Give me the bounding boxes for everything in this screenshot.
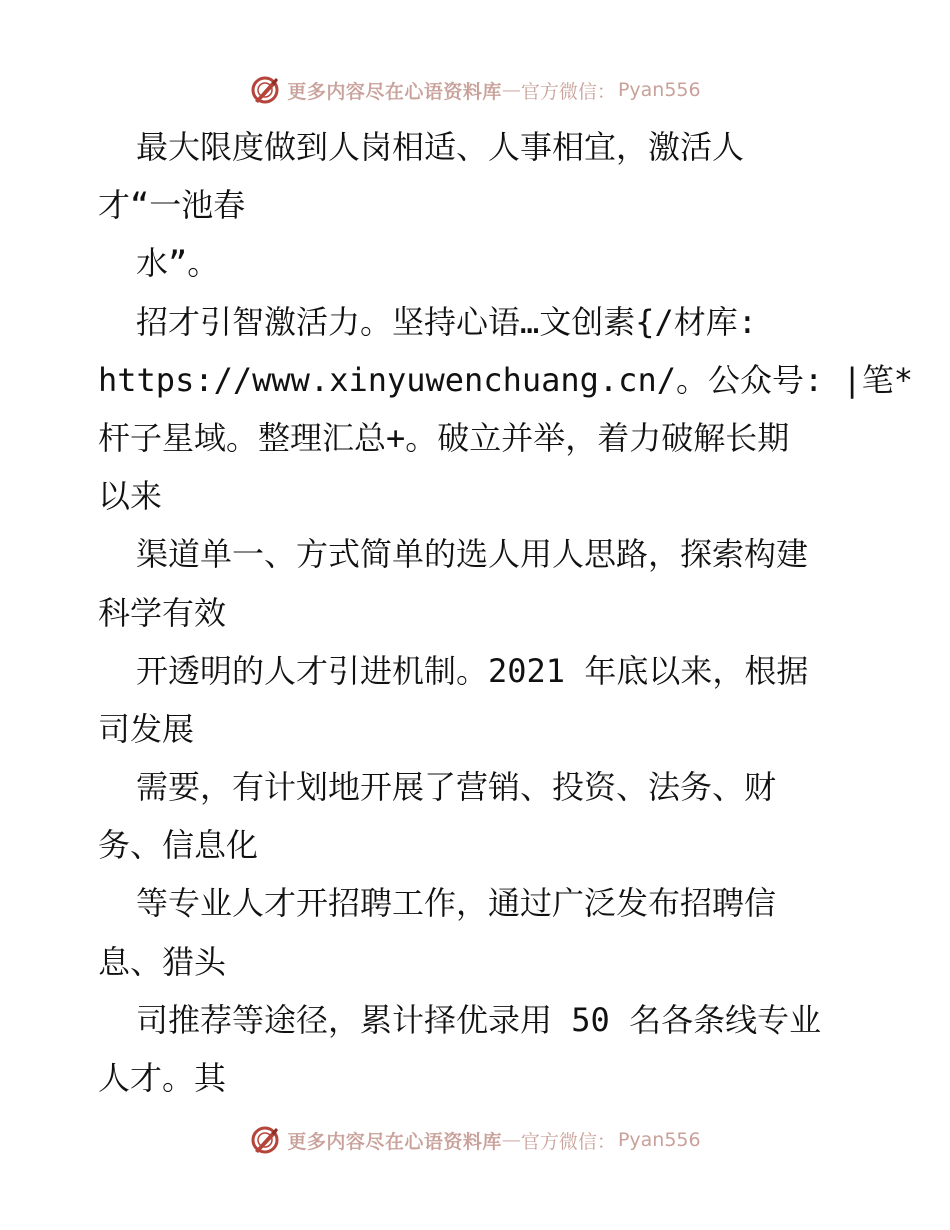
text-line: 渠道单一、方式简单的选人用人思路，探索构建 (136, 535, 809, 574)
watermark-wechat-id: Pyan556 (617, 79, 701, 101)
text-line: 最大限度做到人岗相适、人事相宜，激活人 (136, 128, 745, 166)
text-line: 息、猎头 (98, 942, 227, 981)
text-line: 招才引智激活力。坚持心语…文创素{/材库: (136, 302, 758, 341)
text-line: 开透明的人才引进机制。2021 年底以来，根据 (136, 651, 809, 690)
text-line: 科学有效 (98, 593, 227, 632)
header-watermark (0, 70, 950, 110)
text-line: 司推荐等途径，累计择优录用 50 名各条线专业 (136, 1000, 822, 1039)
pen-logo-icon (249, 1124, 281, 1156)
text-line: 杆子星域。整理汇总+。破立并举，着力破解长期 (98, 418, 790, 457)
document-body (98, 118, 914, 1107)
text-line: 司发展 (98, 709, 195, 748)
watermark-wechat-id: Pyan556 (617, 1129, 701, 1151)
watermark-title: 更多内容尽在心语资料库 (287, 1130, 502, 1153)
watermark-title: 更多内容尽在心语资料库 (287, 80, 502, 103)
text-line: 水”。 (136, 244, 220, 283)
text-line: 人才。其 (98, 1059, 227, 1097)
pen-logo-icon (249, 74, 281, 106)
watermark-dash: — (501, 79, 521, 101)
watermark-label: 官方微信： (520, 1130, 616, 1153)
text-line: 以来 (98, 477, 163, 516)
watermark-dash: — (501, 1129, 521, 1151)
text-line: 务、信息化 (98, 826, 259, 865)
text-line: 等专业人才开招聘工作，通过广泛发布招聘信 (136, 884, 777, 923)
text-line: 才“一池春 (98, 186, 246, 225)
text-line: https://www.xinyuwenchuang.cn/。公众号: |笔* (98, 360, 914, 399)
watermark-label: 官方微信： (520, 80, 616, 103)
text-line: 需要，有计划地开展了营销、投资、法务、财 (136, 768, 777, 807)
footer-watermark (0, 1120, 950, 1160)
